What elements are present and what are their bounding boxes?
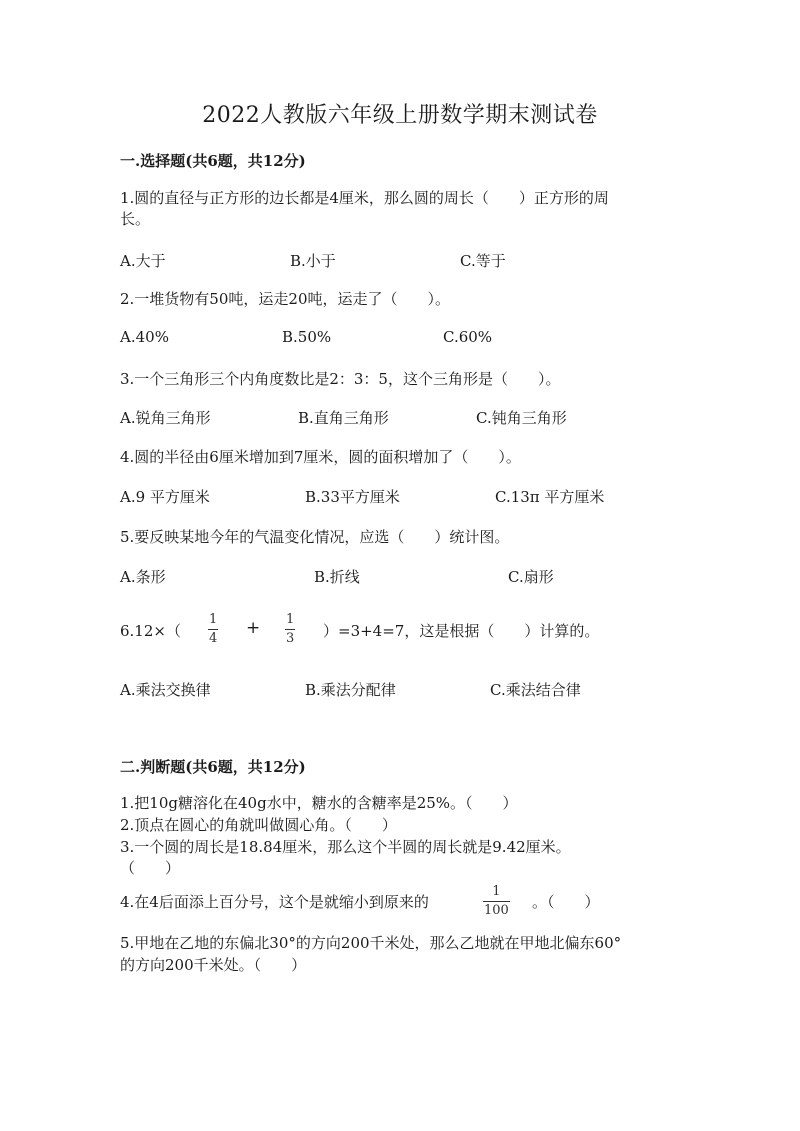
question-6-prefix: 6.12×（	[120, 622, 181, 640]
section-heading-choice: 一.选择题(共6题，共12分)	[120, 152, 306, 170]
judgement-5-line1: 5.甲地在乙地的东偏北30°的方向200千米处，那么乙地就在甲地北偏东60°	[120, 934, 622, 952]
fraction-denominator: 100	[484, 903, 509, 918]
question-6-suffix: ）=3+4=7，这是根据（ ）计算的。	[323, 622, 600, 640]
q3-option-c[interactable]: C.钝角三角形	[476, 409, 567, 427]
q5-option-a[interactable]: A.条形	[120, 568, 166, 586]
question-2: 2.一堆货物有50吨，运走20吨，运走了（ ）。	[120, 290, 450, 308]
fraction-numerator: 1	[286, 612, 295, 627]
q3-option-b[interactable]: B.直角三角形	[298, 409, 389, 427]
fraction-numerator: 1	[492, 884, 501, 899]
q1-option-b[interactable]: B.小于	[290, 252, 336, 270]
q2-option-c[interactable]: C.60%	[443, 328, 493, 346]
fraction-denominator: 4	[209, 631, 218, 646]
q6-fraction-1-4	[208, 613, 218, 646]
q6-option-c[interactable]: C.乘法结合律	[490, 681, 581, 699]
q6-fraction-1-3	[285, 613, 295, 646]
q6-option-a[interactable]: A.乘法交换律	[120, 681, 211, 699]
q4-option-a[interactable]: A.9 平方厘米	[120, 488, 210, 506]
fraction-bar	[285, 629, 295, 630]
q4-option-c[interactable]: C.13π 平方厘米	[495, 488, 605, 506]
fraction-numerator: 1	[209, 612, 218, 627]
q5-option-b[interactable]: B.折线	[314, 568, 360, 586]
fraction-bar	[208, 629, 218, 630]
judgement-3-line2: （ ）	[120, 859, 181, 877]
q2-option-a[interactable]: A.40%	[120, 328, 169, 346]
fraction-bar	[483, 901, 510, 902]
question-5: 5.要反映某地今年的气温变化情况，应选（ ）统计图。	[120, 528, 510, 546]
q5-option-c[interactable]: C.扇形	[508, 568, 554, 586]
q6-plus-sign: +	[246, 618, 261, 638]
q1-option-a[interactable]: A.大于	[120, 252, 166, 270]
page-title: 2022人教版六年级上册数学期末测试卷	[202, 103, 598, 128]
q1-option-c[interactable]: C.等于	[460, 252, 506, 270]
judgement-4-suffix: 。（ ）	[532, 893, 600, 911]
j4-fraction-1-100	[483, 885, 510, 918]
section-heading-judgement: 二.判断题(共6题，共12分)	[120, 758, 306, 776]
judgement-4-prefix: 4.在4后面添上百分号，这个是就缩小到原来的	[120, 893, 429, 911]
judgement-2: 2.顶点在圆心的角就叫做圆心角。（ ）	[120, 816, 397, 834]
q6-option-b[interactable]: B.乘法分配律	[305, 681, 396, 699]
q3-option-a[interactable]: A.锐角三角形	[120, 409, 211, 427]
q4-option-b[interactable]: B.33平方厘米	[305, 488, 400, 506]
question-4: 4.圆的半径由6厘米增加到7厘米，圆的面积增加了（ ）。	[120, 448, 521, 466]
q2-option-b[interactable]: B.50%	[282, 328, 332, 346]
question-1-line2: 长。	[120, 210, 151, 228]
judgement-3-line1: 3.一个圆的周长是18.84厘米，那么这个半圆的周长就是9.42厘米。	[120, 838, 571, 856]
judgement-1: 1.把10g糖溶化在40g水中，糖水的含糖率是25%。（ ）	[120, 794, 518, 812]
judgement-5-line2: 的方向200千米处。（ ）	[120, 956, 307, 974]
question-3: 3.一个三角形三个内角度数比是2：3：5，这个三角形是（ ）。	[120, 370, 561, 388]
fraction-denominator: 3	[286, 631, 295, 646]
question-1-line1: 1.圆的直径与正方形的边长都是4厘米，那么圆的周长（ ）正方形的周	[120, 189, 609, 207]
